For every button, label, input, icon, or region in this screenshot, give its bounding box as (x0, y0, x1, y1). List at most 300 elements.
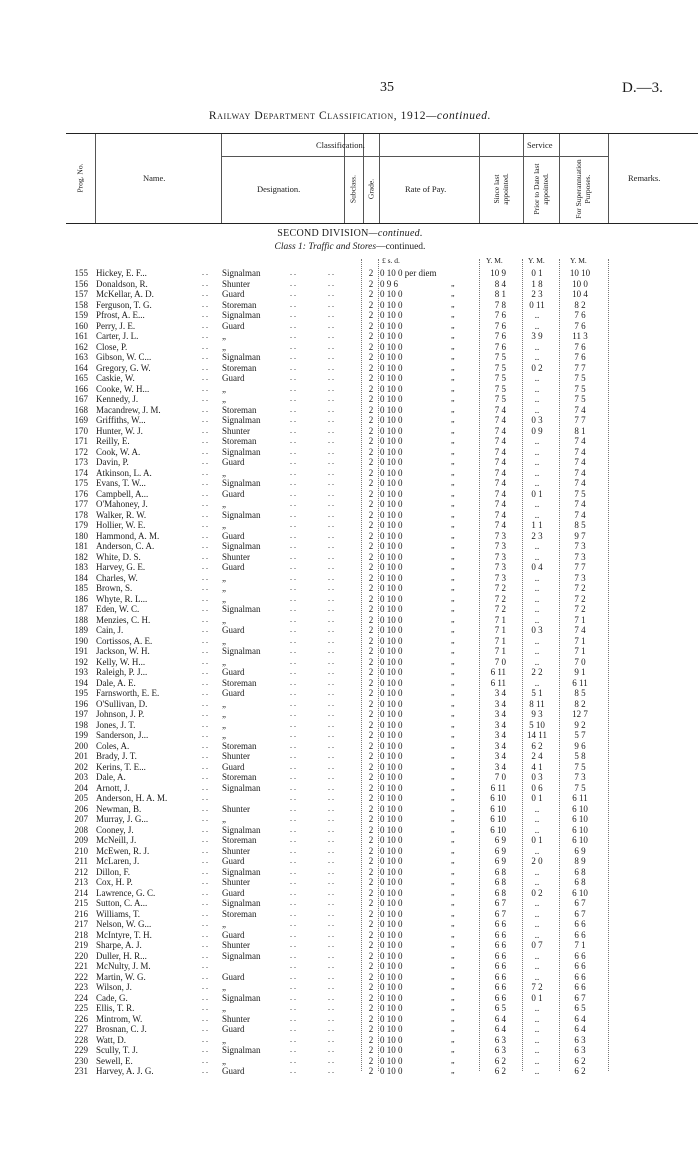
leader-dots: . . (202, 289, 208, 298)
table-row (0, 646, 700, 656)
prog-no-cell: 211 (74, 856, 88, 866)
rate-cell: 0 10 0 (380, 1045, 403, 1055)
name-cell: McNulty, J. M. (96, 961, 151, 971)
name-cell: Nelson, W. G... (96, 919, 152, 929)
name-cell: Sutton, C. A... (96, 898, 148, 908)
prog-no-cell: 199 (74, 730, 88, 740)
leader-dots: . . (290, 761, 296, 771)
leader-dots: . . (328, 520, 334, 529)
name-cell: Eden, W. C. (96, 604, 140, 614)
rate-cell: 0 10 0 (380, 698, 403, 709)
superannuation-cell: 7 4 (574, 499, 586, 509)
since-last-cell: 7 2 (494, 604, 506, 614)
grade-cell: 2 (368, 719, 374, 730)
rate-cell: 0 10 0 (380, 845, 403, 856)
leader-dots: . . (328, 278, 334, 288)
since-last-cell: 6 11 (490, 667, 506, 677)
name-cell: Dale, A. E. (96, 677, 136, 688)
since-last-cell: 6 2 (494, 1055, 506, 1066)
ditto-mark: „ (451, 320, 455, 330)
grade-cell: 2 (368, 971, 374, 982)
page-number: 35 (380, 80, 394, 95)
leader-dots: . . (328, 499, 334, 508)
rate-cell: 0 10 0 (380, 289, 403, 299)
designation-cell: Storeman (222, 436, 257, 446)
prior-to-date-cell: .. (534, 310, 540, 320)
prior-to-date-cell: 4 1 (531, 761, 543, 772)
leader-dots: . . (202, 719, 208, 729)
leader-dots: . . (202, 551, 208, 561)
prog-no-cell: 198 (74, 719, 88, 730)
leader-dots: . . (290, 572, 296, 582)
rate-cell: 0 10 0 (380, 415, 403, 425)
superannuation-cell: 7 7 (574, 415, 586, 425)
rate-cell: 0 10 0 (380, 562, 403, 572)
leader-dots: . . (290, 1024, 296, 1033)
leader-dots: . . (202, 1066, 208, 1075)
rate-cell: 0 10 0 (380, 835, 403, 845)
leader-dots: . . (202, 898, 208, 907)
leader-dots: . . (328, 919, 334, 928)
grade-cell: 2 (368, 856, 374, 866)
prior-to-date-cell: 0 6 (531, 782, 543, 793)
table-row (0, 846, 700, 856)
grade-cell: 2 (368, 761, 374, 772)
leader-dots: . . (328, 908, 334, 918)
table-row (0, 625, 700, 635)
grade-cell: 2 (368, 698, 374, 709)
name-cell: McEwen, R. J. (96, 845, 150, 856)
leader-dots: . . (202, 919, 208, 928)
ditto-mark: „ (451, 299, 455, 309)
rate-cell: 0 10 0 (380, 740, 403, 751)
prior-to-date-cell: 0 1 (531, 992, 543, 1003)
designation-cell: Storeman (222, 835, 257, 845)
table-row (0, 993, 700, 1003)
leader-dots: . . (328, 331, 334, 340)
designation-cell: „ (222, 814, 226, 824)
grade-cell: 2 (368, 604, 374, 614)
superannuation-cell: 6 2 (574, 1055, 586, 1066)
prog-no-cell: 157 (74, 289, 88, 299)
superannuation-cell: 7 6 (574, 310, 586, 320)
leader-dots: . . (202, 572, 208, 582)
superannuation-cell: 8 1 (574, 425, 586, 436)
designation-cell: Shunter (222, 278, 250, 289)
grade-cell: 2 (368, 730, 374, 740)
rate-cell: 0 10 0 (380, 877, 403, 887)
leader-dots: . . (328, 415, 334, 424)
leader-dots: . . (202, 446, 208, 456)
rate-cell: 0 10 0 (380, 719, 403, 730)
ditto-mark: „ (451, 373, 455, 382)
name-cell: Cain, J. (96, 625, 124, 635)
superannuation-cell: 9 6 (574, 740, 586, 751)
leader-dots: . . (290, 1066, 296, 1075)
name-cell: Arnott, J. (96, 782, 130, 793)
designation-cell: „ (222, 394, 226, 404)
ditto-mark: „ (451, 803, 455, 813)
grade-cell: 2 (368, 898, 374, 908)
rate-cell: 0 10 0 (380, 761, 403, 772)
designation-cell: Shunter (222, 877, 250, 887)
since-last-cell: 7 4 (494, 446, 506, 457)
leader-dots: . . (202, 782, 208, 792)
leader-dots: . . (328, 425, 334, 435)
since-last-cell: 6 7 (494, 908, 506, 919)
name-cell: O'Sullivan, D. (96, 698, 148, 709)
grade-cell: 2 (368, 331, 374, 341)
prog-no-cell: 205 (74, 793, 88, 803)
designation-cell: „ (222, 499, 226, 509)
prog-no-cell: 202 (74, 761, 88, 772)
grade-cell: 2 (368, 614, 374, 625)
ditto-mark: „ (451, 824, 455, 834)
grade-cell: 2 (368, 373, 374, 383)
prior-to-date-cell: 7 2 (531, 982, 543, 992)
rate-cell: 0 10 0 (380, 982, 403, 992)
leader-dots: . . (328, 719, 334, 729)
prog-no-cell: 214 (74, 887, 88, 898)
rate-cell: 0 9 6 (380, 278, 398, 289)
ditto-mark: „ (451, 551, 455, 561)
leader-dots: . . (290, 814, 296, 823)
prior-to-date-cell: .. (534, 908, 540, 919)
ditto-mark: „ (451, 383, 455, 393)
name-cell: Sewell, E. (96, 1055, 133, 1066)
ditto-mark: „ (451, 667, 455, 676)
since-last-cell: 7 5 (494, 373, 506, 383)
designation-cell: „ (222, 467, 226, 478)
since-last-cell: 6 3 (494, 1034, 506, 1045)
leader-dots: . . (202, 971, 208, 981)
leader-dots: . . (202, 667, 208, 676)
leader-dots: . . (290, 709, 296, 718)
prior-to-date-cell: 0 7 (531, 940, 543, 950)
prior-to-date-cell: 0 11 (529, 299, 545, 310)
prior-to-date-cell: .. (534, 446, 540, 457)
grade-cell: 2 (368, 583, 374, 593)
name-cell: Ferguson, T. G. (96, 299, 152, 310)
prior-to-date-cell: .. (534, 635, 540, 646)
name-cell: Macandrew, J. M. (96, 404, 161, 415)
rate-cell: 0 10 0 (380, 520, 403, 530)
grade-cell: 2 (368, 467, 374, 478)
prior-to-date-cell: .. (534, 383, 540, 394)
leader-dots: . . (328, 698, 334, 708)
designation-cell: Storeman (222, 677, 257, 688)
designation-cell: Signalman (222, 478, 261, 488)
grade-cell: 2 (368, 908, 374, 919)
name-cell: Kerins, T. E... (96, 761, 146, 772)
leader-dots: . . (328, 709, 334, 718)
table-row (0, 762, 700, 772)
ditto-mark: „ (451, 635, 455, 645)
ditto-mark: „ (451, 845, 455, 855)
superannuation-cell: 8 5 (574, 688, 586, 698)
prior-to-date-cell: .. (534, 677, 540, 688)
leader-dots: . . (202, 982, 208, 991)
leader-dots: . . (290, 394, 296, 403)
leader-dots: . . (328, 404, 334, 414)
leader-dots: . . (202, 950, 208, 960)
since-last-cell: 8 1 (494, 289, 506, 299)
prior-to-date-cell: .. (534, 1013, 540, 1024)
prog-no-cell: 213 (74, 877, 88, 887)
prior-to-date-cell: 0 3 (531, 772, 543, 782)
grade-cell: 2 (368, 404, 374, 415)
ditto-mark: „ (451, 394, 455, 403)
prior-to-date-cell: 2 0 (531, 856, 543, 866)
prog-no-cell: 175 (74, 478, 88, 488)
leader-dots: . . (290, 635, 296, 645)
prior-to-date-cell: .. (534, 499, 540, 509)
superannuation-cell: 7 0 (574, 656, 586, 667)
leader-dots: . . (202, 803, 208, 813)
prior-to-date-cell: .. (534, 971, 540, 982)
leader-dots: . . (202, 268, 208, 277)
superannuation-cell: 7 5 (574, 373, 586, 383)
leader-dots: . . (290, 856, 296, 865)
grade-cell: 2 (368, 457, 374, 467)
leader-dots: . . (290, 362, 296, 372)
grade-cell: 2 (368, 572, 374, 583)
rate-cell: 0 10 0 (380, 887, 403, 898)
since-last-cell: 7 1 (494, 614, 506, 625)
name-cell: Campbell, A... (96, 488, 149, 499)
document-reference: D.—3. (622, 80, 663, 96)
designation-cell: „ (222, 982, 226, 992)
prog-no-cell: 165 (74, 373, 88, 383)
leader-dots: . . (290, 341, 296, 351)
grade-cell: 2 (368, 394, 374, 404)
designation-cell: Signalman (222, 782, 261, 793)
rate-cell: 0 10 0 (380, 866, 403, 877)
ditto-mark: „ (451, 982, 455, 991)
designation-cell: Signalman (222, 268, 261, 278)
name-cell: Kennedy, J. (96, 394, 139, 404)
prior-to-date-cell: 14 11 (527, 730, 547, 740)
table-row (0, 541, 700, 551)
table-row (0, 709, 700, 719)
name-cell: Kelly, W. H... (96, 656, 146, 667)
prog-no-cell: 226 (74, 1013, 88, 1024)
leader-dots: . . (328, 887, 334, 897)
name-cell: Lawrence, G. C. (96, 887, 156, 898)
prog-no-cell: 216 (74, 908, 88, 919)
since-last-cell: 6 6 (494, 940, 506, 950)
designation-cell: Guard (222, 530, 245, 541)
superannuation-cell: 6 10 (572, 835, 588, 845)
table-row (0, 972, 700, 982)
name-cell: Caskie, W. (96, 373, 135, 383)
rate-cell: 0 10 0 (380, 971, 403, 982)
grade-cell: 2 (368, 845, 374, 856)
ditto-mark: „ (451, 509, 455, 519)
prog-no-cell: 204 (74, 782, 88, 793)
prog-no-cell: 218 (74, 929, 88, 940)
since-last-cell: 6 8 (494, 887, 506, 898)
prog-no-cell: 167 (74, 394, 88, 404)
prior-to-date-cell: .. (534, 614, 540, 625)
prior-to-date-cell: 3 9 (531, 331, 543, 341)
leader-dots: . . (328, 646, 334, 655)
rate-cell: 0 10 0 (380, 593, 403, 604)
ditto-mark: „ (451, 908, 455, 918)
superannuation-cell: 10 4 (572, 289, 588, 299)
since-last-cell: 7 1 (494, 646, 506, 656)
leader-dots: . . (328, 824, 334, 834)
prog-no-cell: 191 (74, 646, 88, 656)
prog-no-cell: 173 (74, 457, 88, 467)
superannuation-cell: 12 7 (572, 709, 588, 719)
name-cell: Harvey, G. E. (96, 562, 146, 572)
prior-to-date-cell: .. (534, 961, 540, 971)
prior-to-date-cell: 0 1 (531, 793, 543, 803)
name-cell: Coles, A. (96, 740, 130, 751)
superannuation-cell: 8 2 (574, 698, 586, 709)
table-row (0, 720, 700, 730)
leader-dots: . . (290, 562, 296, 571)
leader-dots: . . (202, 761, 208, 771)
name-cell: Hunter, W. J. (96, 425, 143, 436)
name-cell: Duller, H. R... (96, 950, 147, 961)
section-heading (0, 228, 700, 239)
leader-dots: . . (290, 1034, 296, 1044)
grade-cell: 2 (368, 803, 374, 814)
header-remarks: Remarks. (628, 173, 661, 183)
superannuation-cell: 6 4 (574, 1024, 586, 1034)
prior-to-date-cell: .. (534, 845, 540, 856)
table-row (0, 499, 700, 509)
superannuation-cell: 6 10 (572, 814, 588, 824)
ditto-mark: „ (451, 919, 455, 928)
class-name: Traffic and Stores (308, 242, 377, 252)
table-row (0, 919, 700, 929)
superannuation-cell: 8 2 (574, 299, 586, 310)
superannuation-cell: 5 7 (574, 730, 586, 740)
designation-cell: „ (222, 709, 226, 719)
prior-to-date-cell: 2 4 (531, 751, 543, 761)
ditto-mark: „ (451, 992, 455, 1002)
grade-cell: 2 (368, 961, 374, 971)
leader-dots: . . (328, 740, 334, 750)
leader-dots: . . (328, 614, 334, 624)
rate-cell: 0 10 0 (380, 961, 403, 971)
leader-dots: . . (290, 404, 296, 414)
leader-dots: . . (290, 1055, 296, 1065)
leader-dots: . . (328, 950, 334, 960)
rate-cell: 0 10 0 (380, 1013, 403, 1024)
designation-cell: Guard (222, 856, 245, 866)
leader-dots: . . (290, 278, 296, 288)
leader-dots: . . (328, 814, 334, 823)
superannuation-cell: 7 5 (574, 782, 586, 793)
leader-dots: . . (202, 541, 208, 550)
name-cell: Gregory, G. W. (96, 362, 151, 373)
table-header (66, 133, 698, 224)
name-cell: Pfrost, A. E... (96, 310, 145, 320)
leader-dots: . . (202, 488, 208, 498)
since-last-cell: 6 6 (494, 992, 506, 1003)
table-row (0, 751, 700, 761)
leader-dots: . . (202, 740, 208, 750)
leader-dots: . . (328, 656, 334, 666)
grade-cell: 2 (368, 593, 374, 604)
rate-cell: 0 10 0 (380, 362, 403, 373)
prog-no-cell: 161 (74, 331, 88, 341)
designation-cell: Shunter (222, 551, 250, 562)
rate-cell: 0 10 0 (380, 782, 403, 793)
designation-cell: „ (222, 919, 226, 929)
since-last-cell: 3 4 (494, 719, 506, 730)
ditto-mark: „ (451, 940, 455, 949)
superannuation-cell: 7 1 (574, 940, 586, 950)
table-row (0, 583, 700, 593)
leader-dots: . . (202, 362, 208, 372)
grade-cell: 2 (368, 982, 374, 992)
leader-dots: . . (202, 1045, 208, 1054)
leader-dots: . . (202, 467, 208, 477)
designation-cell: Guard (222, 688, 245, 698)
grade-cell: 2 (368, 656, 374, 667)
leader-dots: . . (290, 478, 296, 487)
table-row (0, 384, 700, 394)
leader-dots: . . (202, 499, 208, 508)
prior-to-date-cell: .. (534, 436, 540, 446)
title-continued: —continued. (426, 110, 492, 122)
leader-dots: . . (328, 373, 334, 382)
leader-dots: . . (202, 814, 208, 823)
prog-no-cell: 179 (74, 520, 88, 530)
prior-to-date-cell: .. (534, 1055, 540, 1066)
leader-dots: . . (290, 677, 296, 687)
since-last-cell: 7 6 (494, 331, 506, 341)
rate-cell: 0 10 0 (380, 688, 403, 698)
prog-no-cell: 222 (74, 971, 88, 982)
ditto-mark: „ (451, 898, 455, 907)
superannuation-cell: 6 10 (572, 887, 588, 898)
leader-dots: . . (202, 940, 208, 949)
leader-dots: . . (202, 929, 208, 939)
ditto-mark: „ (451, 772, 455, 781)
name-cell: Carter, J. L. (96, 331, 139, 341)
prog-no-cell: 200 (74, 740, 88, 751)
leader-dots: . . (290, 467, 296, 477)
name-cell: Cooney, J. (96, 824, 134, 835)
rate-cell: 0 10 0 (380, 856, 403, 866)
ditto-mark: „ (451, 646, 455, 655)
leader-dots: . . (328, 446, 334, 456)
superannuation-cell: 7 1 (574, 614, 586, 625)
since-last-cell: 7 8 (494, 299, 506, 310)
superannuation-cell: 10 10 (569, 268, 591, 278)
leader-dots: . . (290, 415, 296, 424)
name-cell: Watt, D. (96, 1034, 127, 1045)
prog-no-cell: 166 (74, 383, 88, 394)
rate-cell: 0 10 0 (380, 950, 403, 961)
leader-dots: . . (290, 740, 296, 750)
grade-cell: 2 (368, 667, 374, 677)
name-cell: Close, P. (96, 341, 128, 352)
header-name: Name. (143, 173, 166, 183)
since-last-cell: 6 4 (494, 1013, 506, 1024)
leader-dots: . . (328, 940, 334, 949)
prior-to-date-cell: .. (534, 352, 540, 362)
superannuation-cell: 7 3 (574, 551, 586, 562)
leader-dots: . . (328, 1024, 334, 1033)
name-cell: Whyte, R. L... (96, 593, 148, 604)
